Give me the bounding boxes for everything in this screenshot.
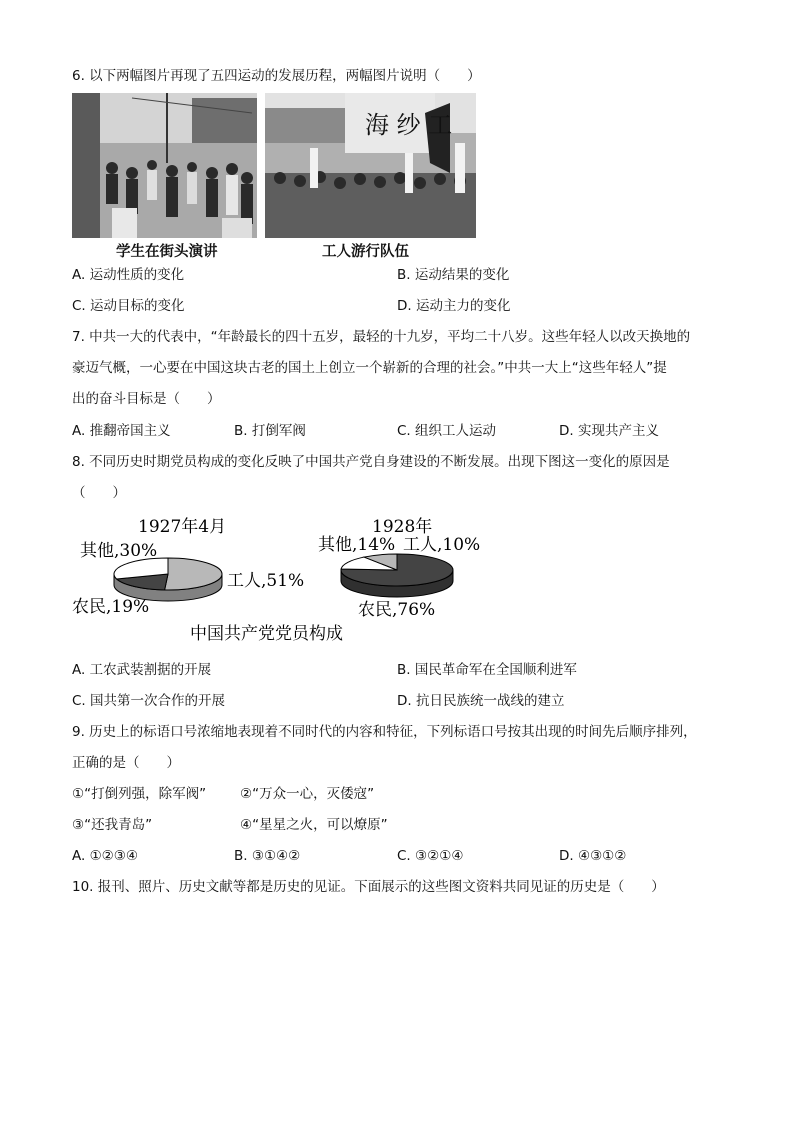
q7-option-d[interactable]: D. 实现共产主义 bbox=[559, 423, 659, 439]
pie1-title: 1927年4月 bbox=[138, 517, 227, 537]
pie-1928 bbox=[341, 554, 453, 597]
students-street-speech-photo bbox=[72, 93, 257, 238]
banner-text: 海 纱 工 bbox=[365, 111, 453, 139]
photo1-caption: 学生在街头演讲 bbox=[116, 244, 218, 260]
q7-stem-line2: 豪迈气概，一心要在中国这块古老的国土上创立一个崭新的合理的社会。”中共一大上“这些年轻人”提 bbox=[72, 360, 667, 376]
q8-stem-line1: 8. 不同历史时期党员构成的变化反映了中国共产党自身建设的不断发展。出现下图这一变化的原因是 bbox=[72, 454, 670, 470]
pie1-label-worker: 工人,51% bbox=[227, 571, 305, 591]
q9-item-3: ③“还我青岛” bbox=[72, 817, 153, 833]
pie-1927 bbox=[114, 558, 222, 601]
q7-option-b[interactable]: B. 打倒军阀 bbox=[234, 423, 306, 439]
q6-option-b[interactable]: B. 运动结果的变化 bbox=[397, 267, 510, 283]
q9-option-c[interactable]: C. ③②①④ bbox=[397, 848, 464, 864]
q9-option-a[interactable]: A. ①②③④ bbox=[72, 848, 138, 864]
chart-title: 中国共产党党员构成 bbox=[190, 624, 343, 644]
q9-stem-line1: 9. 历史上的标语口号浓缩地表现着不同时代的内容和特征，下列标语口号按其出现的时间先后顺序排列， bbox=[72, 724, 697, 740]
q8-option-d[interactable]: D. 抗日民族统一战线的建立 bbox=[397, 693, 565, 709]
q9-item-4: ④“星星之火，可以燎原” bbox=[240, 817, 388, 833]
photo2-caption: 工人游行队伍 bbox=[322, 244, 409, 260]
q7-option-a[interactable]: A. 推翻帝国主义 bbox=[72, 423, 171, 439]
pie1-label-peasant: 农民,19% bbox=[72, 597, 150, 617]
q9-item-2: ②“万众一心，灭倭寇” bbox=[240, 786, 375, 802]
q7-stem-line3: 出的奋斗目标是（ ） bbox=[72, 391, 221, 407]
q8-stem-line2: （ ） bbox=[72, 485, 126, 501]
q8-option-c[interactable]: C. 国共第一次合作的开展 bbox=[72, 693, 226, 709]
q7-stem-line1: 7. 中共一大的代表中，“年龄最长的四十五岁，最轻的十九岁，平均二十八岁。这些年轻人以改天换地的 bbox=[72, 329, 691, 345]
workers-parade-photo bbox=[265, 93, 476, 238]
q6-option-c[interactable]: C. 运动目标的变化 bbox=[72, 298, 185, 314]
q9-item-1: ①“打倒列强，除军阀” bbox=[72, 786, 207, 802]
q10-stem: 10. 报刊、照片、历史文献等都是历史的见证。下面展示的这些图文资料共同见证的历史是（ ） bbox=[72, 879, 665, 895]
q6-option-a[interactable]: A. 运动性质的变化 bbox=[72, 267, 185, 283]
pie2-label-peasant: 农民,76% bbox=[358, 600, 436, 620]
q8-option-a[interactable]: A. 工农武装割据的开展 bbox=[72, 662, 212, 678]
pie2-label-other: 其他,14% bbox=[318, 535, 396, 555]
q9-option-b[interactable]: B. ③①④② bbox=[234, 848, 301, 864]
pie2-label-worker: 工人,10% bbox=[403, 535, 480, 555]
pie2-title: 1928年 bbox=[372, 517, 433, 537]
q9-stem-line2: 正确的是（ ） bbox=[72, 755, 180, 771]
q9-option-d[interactable]: D. ④③①② bbox=[559, 848, 627, 864]
q6-stem: 6. 以下两幅图片再现了五四运动的发展历程，两幅图片说明（ ） bbox=[72, 68, 481, 84]
q8-option-b[interactable]: B. 国民革命军在全国顺利进军 bbox=[397, 662, 577, 678]
pie1-label-other: 其他,30% bbox=[80, 541, 158, 561]
party-membership-pie-charts bbox=[60, 508, 480, 648]
q7-option-c[interactable]: C. 组织工人运动 bbox=[397, 423, 497, 439]
q6-option-d[interactable]: D. 运动主力的变化 bbox=[397, 298, 511, 314]
